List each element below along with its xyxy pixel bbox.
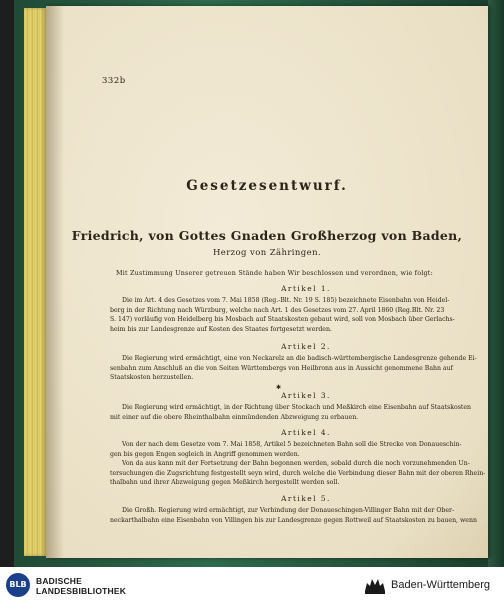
article-heading: Artikel 4. [281, 428, 331, 437]
library-name[interactable] [36, 576, 126, 596]
library-footer [0, 567, 504, 604]
decree-heading: Friedrich, von Gottes Gnaden Großherzog von Baden, [71, 228, 463, 243]
text-line: Die Großh. Regierung wird ermächtigt, zur Verbindung der Donaueschingen-Villinger Bahn mit der Ober- [122, 507, 455, 514]
text-line: Die Regierung wird ermächtigt, eine von Neckarelz an die badisch-württembergische Landesgrenze gehende Ei- [122, 355, 477, 362]
page-number: 332b [102, 76, 126, 86]
star-mark: ✱ [276, 384, 282, 391]
article-text [110, 296, 488, 334]
book-cover-edge [488, 0, 504, 567]
text-line: Die im Art. 4 des Gesetzes vom 7. Mai 1858 (Reg.-Blt. Nr. 19 S. 185) bezeichnete Eisenbahn von Heidel- [122, 297, 450, 304]
document-title: Gesetzesentwurf. [186, 178, 348, 194]
preamble: Mit Zustimmung Unserer getreuen Stände haben Wir beschlossen und verordnen, wie folgt: [116, 269, 433, 277]
article-heading: Artikel 5. [281, 494, 331, 503]
article-5 [110, 494, 488, 525]
page-stack-edge [24, 8, 46, 556]
text-line: mit einer auf die obere Rheinthalbahn einmündenden Abzweigung zu erbauen. [110, 413, 359, 421]
document-page [46, 6, 488, 558]
text-line: Staatskosten herzustellen. [110, 374, 194, 382]
text-line: Von da aus kann mit der Fortsetzung der Bahn begonnen werden, sobald durch die noch vorzunehmenden Un- [122, 460, 470, 468]
article-heading: Artikel 3. [281, 391, 331, 400]
article-1 [110, 284, 488, 334]
text-line: S. 147) vorläufig von Heidelberg bis Mosbach auf Staatskosten gebaut wird, soll von Mosbach über Gerlachs- [110, 316, 455, 324]
state-name[interactable]: Baden-Württemberg [391, 579, 491, 591]
blb-logo[interactable]: BLB [6, 573, 30, 597]
article-text [110, 440, 488, 488]
decree-subheading: Herzog von Zähringen. [212, 248, 322, 258]
text-line: berg in der Richtung nach Würzburg, welche nach Art. 1 des Gesetzes vom 27. April 1860 (Reg.Blt. Nr. 23 [110, 306, 445, 314]
library-name-line2: LANDESBIBLIOTHEK [36, 586, 127, 596]
text-line: tersuchungen die Zugsrichtung festgestellt seyn wird, durch welche die Verbindung dieser Bahn mit der oberen Rhein- [110, 469, 486, 477]
article-heading: Artikel 2. [281, 342, 331, 351]
text-line: thalbahn und ihrer Abzweigung gegen Meßkirch hergestellt werden soll. [110, 479, 340, 487]
gutter-shadow [46, 6, 64, 558]
baden-wuerttemberg-crest-icon[interactable] [363, 575, 387, 595]
article-4 [110, 428, 488, 488]
article-2 [110, 342, 488, 383]
article-text [110, 506, 488, 525]
article-text [110, 403, 488, 422]
text-line: heim bis zur Landesgrenze auf Kosten des Staates fortgesetzt werden. [110, 325, 332, 333]
text-line: neckarthalbahn eine Eisenbahn von Villingen bis zur Landesgrenze gegen Rottweil auf Staatskosten zu bauen, wenn [110, 516, 477, 524]
article-heading: Artikel 1. [281, 284, 331, 293]
article-3 [110, 391, 488, 422]
text-line: Von der nach dem Gesetze vom 7. Mai 1858, Artikel 5 bezeichneten Bahn soll die Strecke von Donaueschin- [122, 441, 462, 448]
library-name-line1: BADISCHE [36, 576, 82, 586]
text-line: gen bis gegen Engen sogleich in Angriff genommen werden. [110, 450, 300, 458]
text-line: senbahn zum Anschluß an die von Seiten Württembergs von Heilbronn aus in Aussicht genommene Bahn auf [110, 364, 453, 372]
article-text [110, 354, 488, 383]
text-line: Die Regierung wird ermächtigt, in der Richtung über Stockach und Meßkirch eine Eisenbahn auf Staatskosten [122, 404, 472, 411]
